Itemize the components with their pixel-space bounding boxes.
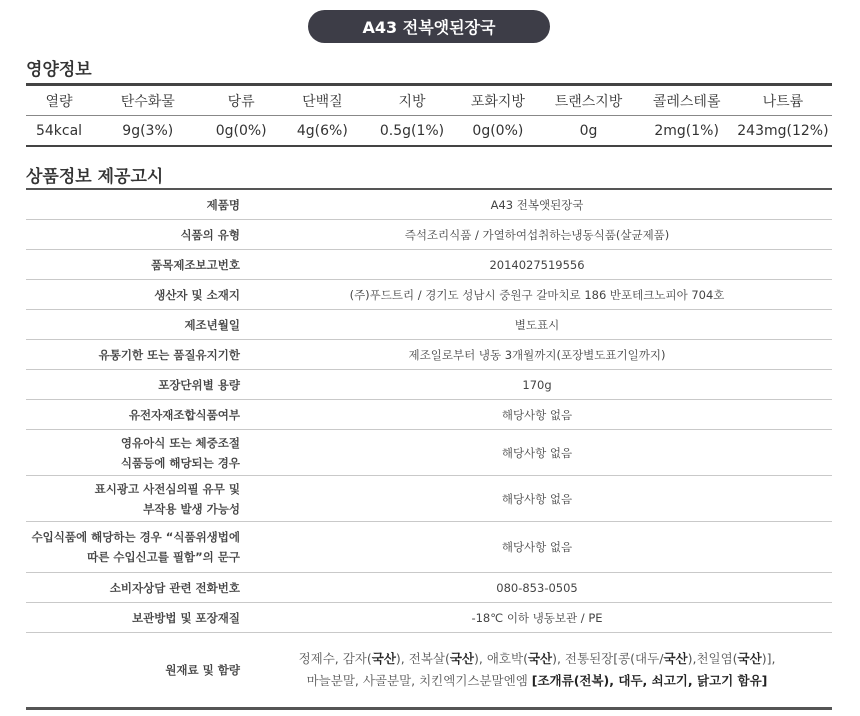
info-row (26, 476, 832, 522)
info-label-line: 소비자상담 관련 전화번호 (109, 580, 240, 595)
nutrition-header-cell: 단백질 (302, 93, 343, 110)
info-label (26, 603, 242, 632)
nutrition-value-cell: 4g(6%) (296, 122, 348, 139)
info-row (26, 340, 832, 370)
info-label-line: 수입식품에 해당하는 경우 “식품위생법에 (31, 530, 240, 544)
nutrition-value-row (26, 116, 832, 145)
info-label-line: 생산자 및 소재지 (154, 287, 240, 302)
info-value: 080-853-0505 (496, 580, 578, 595)
info-label (26, 573, 242, 602)
info-label-line: 영유아식 또는 체중조절 (120, 435, 240, 450)
ingredients-text: 마늘분말, 사골분말, 치킨엑기스분말엔엠 (306, 673, 532, 688)
nutrition-header-cell: 지방 (398, 93, 426, 110)
nutrition-value-cell: 243mg(12%) (737, 122, 829, 139)
info-label (26, 190, 242, 219)
info-value: 2014027519556 (489, 257, 585, 272)
product-info-heading: 상품정보 제공고시 (26, 167, 164, 187)
info-label (26, 476, 242, 521)
info-value: 즉석조리식품 / 가열하여섭취하는냉동식품(살균제품) (404, 227, 670, 242)
info-label-line: 보관방법 및 포장재질 (132, 610, 240, 625)
info-row (26, 280, 832, 310)
info-label-line: 표시광고 사전심의필 유무 및 (94, 481, 240, 496)
info-label-line: 식품의 유형 (180, 227, 240, 242)
product-title: A43 전복앳된장국 (362, 18, 496, 37)
nutrition-heading: 영양정보 (26, 60, 92, 80)
nutrition-header-cell: 나트륨 (762, 93, 804, 110)
info-value: 170g (522, 377, 552, 392)
ingredients-text: ), 애호박( (474, 651, 528, 666)
info-label (26, 280, 242, 309)
product-info-table (26, 188, 832, 710)
info-row (26, 573, 832, 603)
nutrition-header-cell: 당류 (227, 93, 255, 110)
nutrition-value-cell: 0.5g(1%) (379, 122, 445, 139)
nutrition-value-cell: 9g(3%) (122, 122, 174, 139)
ingredients-highlight: 국산 (449, 651, 475, 666)
ingredients-value (242, 633, 832, 707)
nutrition-value-cell: 2mg(1%) (654, 122, 719, 139)
nutrition-header-cell: 탄수화물 (120, 93, 175, 110)
nutrition-value-cell: 0g(0%) (472, 122, 524, 139)
nutrition-header-cell: 포화지방 (470, 93, 525, 110)
ingredients-highlight: 국산 (371, 651, 396, 666)
nutrition-header-cell: 열량 (45, 93, 73, 110)
info-label-line: 제품명 (206, 197, 240, 212)
info-value: 해당사항 없음 (501, 407, 573, 422)
info-value: 해당사항 없음 (501, 491, 573, 506)
nutrition-value-cell: 54kcal (35, 122, 83, 139)
info-label (26, 522, 242, 572)
info-value: 해당사항 없음 (501, 445, 573, 460)
ingredients-row (26, 633, 832, 710)
nutrition-value-cell: 0g (579, 122, 598, 139)
ingredients-highlight: 국산 (527, 651, 553, 666)
info-label-line: 따른 수입신고를 필함”의 문구 (87, 550, 240, 564)
info-value: A43 전복앳된장국 (490, 197, 584, 212)
info-row (26, 522, 832, 573)
info-label (26, 400, 242, 429)
info-row (26, 400, 832, 430)
ingredients-highlight: 국산 (737, 651, 762, 666)
nutrition-table (26, 83, 832, 147)
nutrition-header-row (26, 86, 832, 116)
ingredients-text: )], (761, 651, 776, 666)
info-label (26, 430, 242, 475)
info-label-line: 유통기한 또는 품질유지기한 (98, 347, 240, 362)
ingredients-highlight: 국산 (663, 651, 688, 666)
info-label-line: 품목제조보고번호 (151, 257, 240, 272)
ingredients-text: ),천일염( (687, 651, 738, 666)
ingredients-text: ), 전통된장[콩(대두/ (552, 651, 664, 666)
nutrition-value-cell: 0g(0%) (215, 122, 267, 139)
info-row (26, 430, 832, 476)
ingredients-line (299, 648, 776, 670)
info-label (26, 220, 242, 249)
product-title-pill (308, 10, 550, 43)
info-value: 해당사항 없음 (501, 540, 573, 554)
ingredients-label: 원재료 및 함량 (165, 663, 240, 677)
ingredients-line (307, 670, 768, 692)
info-label-line: 유전자재조합식품여부 (128, 407, 240, 422)
ingredients-text: ), 전복살( (395, 651, 450, 666)
nutrition-header-cell: 트랜스지방 (554, 93, 623, 110)
info-label-line: 부작용 발생 가능성 (143, 501, 240, 516)
info-label-line: 식품등에 해당되는 경우 (120, 455, 240, 470)
info-label-line: 제조년월일 (184, 317, 240, 332)
info-row (26, 250, 832, 280)
info-label (26, 340, 242, 369)
ingredients-highlight: [조개류(전복), 대두, 쇠고기, 닭고기 함유] (531, 673, 768, 688)
ingredients-text: 정제수, 감자( (298, 651, 372, 666)
info-row (26, 370, 832, 400)
info-value: 제조일로부터 냉동 3개월까지(포장별도표기일까지) (408, 347, 666, 362)
info-label (26, 250, 242, 279)
info-label-line: 포장단위별 용량 (158, 377, 240, 392)
info-row (26, 220, 832, 250)
info-label (26, 310, 242, 339)
info-row (26, 190, 832, 220)
info-value: 별도표시 (514, 317, 560, 332)
info-label (26, 370, 242, 399)
info-value: (주)푸드트리 / 경기도 성남시 중원구 갈마치로 186 반포테크노피아 704호 (349, 287, 725, 302)
nutrition-header-cell: 콜레스테롤 (652, 93, 721, 110)
info-value: -18℃ 이하 냉동보관 / PE (471, 610, 603, 625)
info-row (26, 603, 832, 633)
info-row (26, 310, 832, 340)
